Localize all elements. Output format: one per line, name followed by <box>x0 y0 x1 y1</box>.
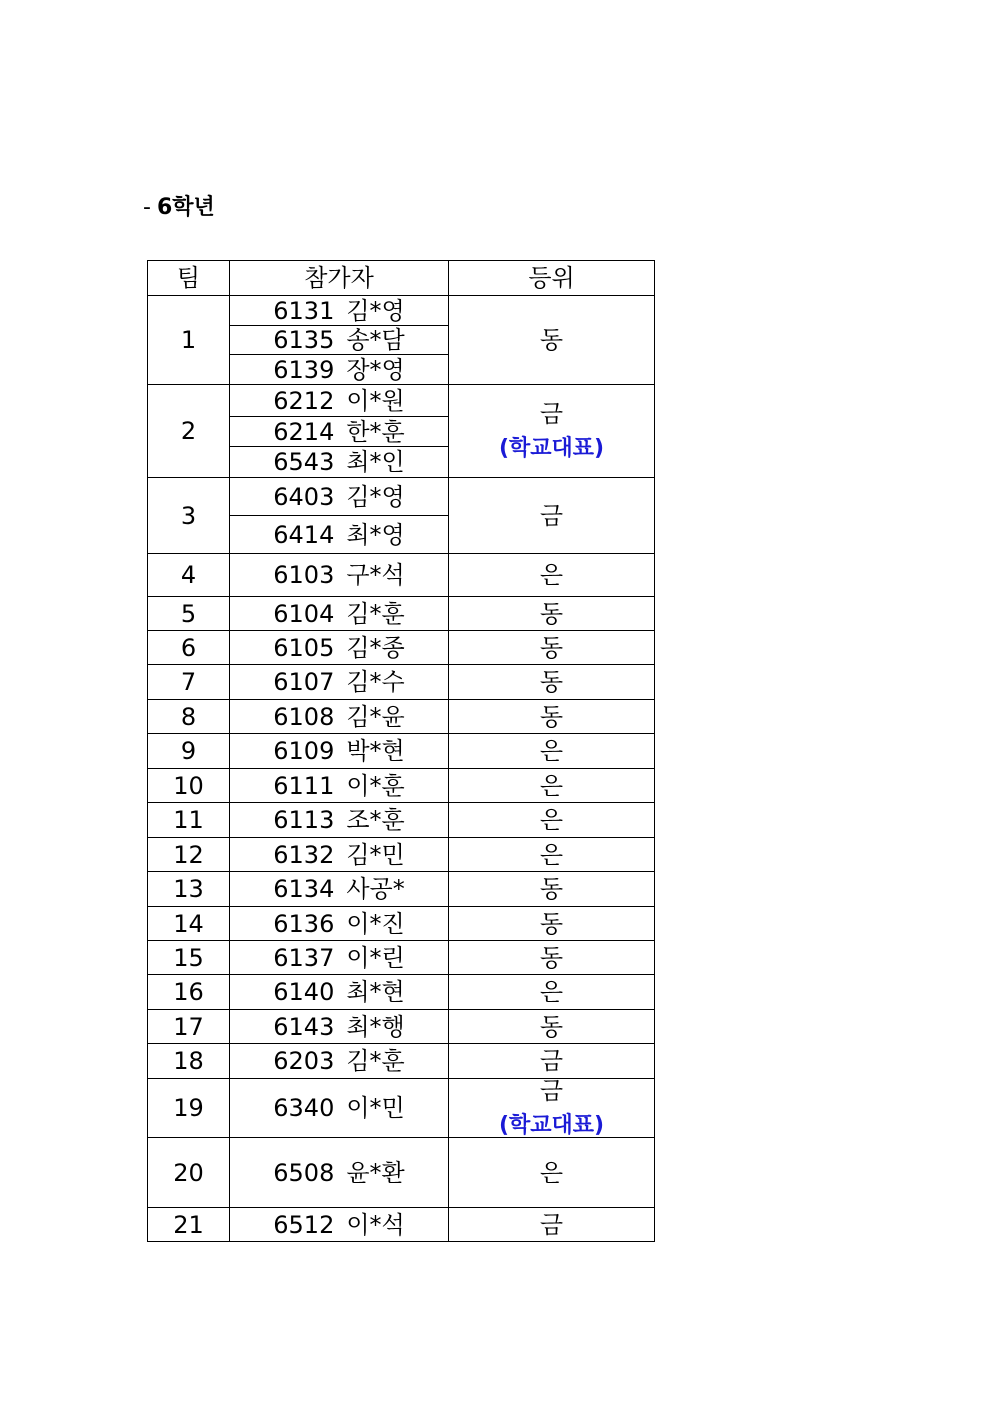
participant <box>273 417 405 446</box>
table-row <box>148 872 655 907</box>
rank-value: 금 <box>539 400 564 428</box>
participant-cell <box>230 838 449 872</box>
rank-value: 동 <box>539 1012 564 1041</box>
participant-id: 6140 <box>273 978 335 1006</box>
participant-name: 김*영 <box>346 482 405 511</box>
header-rank: 등위 <box>449 261 655 296</box>
table-row <box>148 665 655 700</box>
participant-id: 6137 <box>273 943 335 972</box>
table-row <box>148 1079 655 1138</box>
table-row <box>148 631 655 665</box>
participant <box>273 909 405 938</box>
rank-cell <box>449 769 655 803</box>
team-cell: 6 <box>148 631 230 665</box>
table-row <box>148 975 655 1010</box>
participant-id: 6414 <box>273 520 335 549</box>
participant-cell <box>230 355 449 385</box>
participant-id: 6340 <box>273 1094 335 1122</box>
participant-id: 6104 <box>273 599 335 628</box>
participant <box>273 355 405 384</box>
participant <box>273 482 405 511</box>
rank-cell <box>449 1044 655 1079</box>
participant-cell <box>230 597 449 631</box>
participant-id: 6403 <box>273 482 335 511</box>
participant <box>273 1210 405 1239</box>
participant-name: 김*종 <box>346 633 405 662</box>
participant-cell <box>230 1044 449 1079</box>
rank-cell <box>449 872 655 907</box>
table-row <box>148 385 655 417</box>
participant-id: 6103 <box>273 561 335 589</box>
participant <box>273 599 405 628</box>
participant <box>273 563 404 587</box>
participant-id: 6109 <box>273 737 335 765</box>
rank-cell <box>449 385 655 478</box>
participant-name: 윤*환 <box>346 1158 405 1187</box>
participant-name: 최*영 <box>346 520 405 549</box>
participant-name: 박*현 <box>346 737 405 765</box>
participant <box>273 1012 405 1041</box>
participant <box>273 386 405 415</box>
participant-id: 6508 <box>273 1158 335 1187</box>
participant <box>273 840 405 869</box>
rank-cell <box>449 803 655 838</box>
participant <box>273 877 404 901</box>
participant-cell <box>230 1208 449 1242</box>
participant-cell <box>230 417 449 447</box>
participant-name: 이*원 <box>346 386 405 415</box>
participant-name: 이*린 <box>346 943 405 972</box>
participant-id: 6203 <box>273 1047 335 1075</box>
rank-cell <box>449 296 655 385</box>
participant <box>273 980 404 1004</box>
school-rep-note: (학교대표) <box>498 1113 605 1138</box>
participant-name: 이*민 <box>346 1094 405 1122</box>
table-row <box>148 1208 655 1242</box>
participant-name: 김*윤 <box>346 702 405 731</box>
participant-name: 김*훈 <box>346 1047 405 1075</box>
header-team: 팀 <box>148 261 230 296</box>
rank-value: 은 <box>539 771 564 800</box>
participant-id: 6543 <box>273 448 335 476</box>
team-cell: 16 <box>148 975 230 1010</box>
participant-name: 장*영 <box>346 355 405 384</box>
team-cell: 9 <box>148 734 230 769</box>
participant-name: 김*훈 <box>346 599 405 628</box>
table-row <box>148 700 655 734</box>
participant-id: 6214 <box>273 417 335 446</box>
participant-cell <box>230 907 449 941</box>
participant-name: 이*훈 <box>346 771 405 800</box>
rank-value: 동 <box>539 909 564 938</box>
rank-cell <box>449 1138 655 1208</box>
rank-value: 금 <box>539 1078 564 1105</box>
header-participant: 참가자 <box>230 261 449 296</box>
rank-cell <box>449 1010 655 1044</box>
table-row <box>148 478 655 516</box>
participant-cell <box>230 665 449 700</box>
table-row <box>148 907 655 941</box>
participant <box>273 1096 404 1120</box>
participant <box>273 808 404 832</box>
participant <box>273 739 404 763</box>
school-rep-note: (학교대표) <box>498 436 605 461</box>
participant-id: 6134 <box>273 875 335 903</box>
participant-cell <box>230 1010 449 1044</box>
participant-cell <box>230 941 449 975</box>
rank-value: 동 <box>539 943 564 972</box>
rank-cell <box>449 631 655 665</box>
participant-cell <box>230 385 449 417</box>
table-row <box>148 803 655 838</box>
participant-id: 6105 <box>273 633 335 662</box>
participant <box>273 520 405 549</box>
participant-cell <box>230 734 449 769</box>
rank-cell <box>449 838 655 872</box>
team-cell: 1 <box>148 296 230 385</box>
team-cell: 11 <box>148 803 230 838</box>
team-cell: 8 <box>148 700 230 734</box>
participant-id: 6136 <box>273 909 335 938</box>
participant-name: 최*행 <box>346 1012 405 1041</box>
participant-cell <box>230 516 449 554</box>
team-cell: 17 <box>148 1010 230 1044</box>
rank-value: 동 <box>539 875 564 903</box>
participant-id: 6512 <box>273 1210 335 1239</box>
participant <box>273 450 404 474</box>
team-cell: 13 <box>148 872 230 907</box>
rank-cell <box>449 975 655 1010</box>
team-cell: 18 <box>148 1044 230 1079</box>
team-cell: 12 <box>148 838 230 872</box>
table-row <box>148 554 655 597</box>
table-row <box>148 1138 655 1208</box>
rank-value: 동 <box>539 668 564 696</box>
participant-cell <box>230 975 449 1010</box>
participant-id: 6113 <box>273 806 335 834</box>
rank-value: 은 <box>539 978 564 1006</box>
table-row <box>148 1044 655 1079</box>
team-cell: 21 <box>148 1208 230 1242</box>
participant-name: 조*훈 <box>346 806 405 834</box>
team-cell: 5 <box>148 597 230 631</box>
table-row <box>148 941 655 975</box>
rank-cell <box>449 1079 655 1138</box>
team-cell: 14 <box>148 907 230 941</box>
participant-cell <box>230 769 449 803</box>
participant-name: 한*훈 <box>346 417 405 446</box>
results-table <box>147 260 655 1242</box>
participant-name: 송*담 <box>346 326 405 354</box>
team-cell: 10 <box>148 769 230 803</box>
participant-cell <box>230 872 449 907</box>
participant-cell <box>230 554 449 597</box>
rank-cell <box>449 554 655 597</box>
rank-value: 동 <box>539 326 564 354</box>
rank-value: 은 <box>539 737 564 765</box>
participant <box>273 1158 405 1187</box>
participant-name: 사공* <box>346 875 405 903</box>
heading-grade: 6학년 <box>156 195 215 220</box>
participant-cell <box>230 447 449 478</box>
team-cell: 7 <box>148 665 230 700</box>
rank-value: 동 <box>539 702 564 731</box>
team-cell: 19 <box>148 1079 230 1138</box>
participant-name: 김*민 <box>346 840 405 869</box>
rank-cell <box>449 1208 655 1242</box>
results-body <box>148 296 655 1242</box>
team-cell: 15 <box>148 941 230 975</box>
rank-value: 동 <box>539 599 564 628</box>
participant-id: 6135 <box>273 326 335 354</box>
participant-cell <box>230 1079 449 1138</box>
rank-cell <box>449 734 655 769</box>
participant <box>273 771 405 800</box>
participant-id: 6131 <box>273 296 335 325</box>
participant <box>273 670 404 694</box>
rank-value: 동 <box>539 633 564 662</box>
participant <box>273 296 405 325</box>
participant-cell <box>230 326 449 355</box>
table-row <box>148 1010 655 1044</box>
participant-name: 최*인 <box>346 448 405 476</box>
participant-id: 6143 <box>273 1012 335 1041</box>
rank-cell <box>449 941 655 975</box>
participant <box>273 1049 404 1073</box>
header-row <box>148 261 655 296</box>
rank-value: 은 <box>539 806 564 834</box>
participant-cell <box>230 631 449 665</box>
table-row <box>148 734 655 769</box>
table-row <box>148 838 655 872</box>
participant <box>273 702 405 731</box>
team-cell: 2 <box>148 385 230 478</box>
rank-cell <box>449 907 655 941</box>
rank-cell <box>449 665 655 700</box>
rank-value: 은 <box>539 840 564 869</box>
participant-name: 이*진 <box>346 909 405 938</box>
participant <box>273 328 404 352</box>
team-cell: 3 <box>148 478 230 554</box>
participant-id: 6108 <box>273 702 335 731</box>
rank-value: 은 <box>539 1158 564 1187</box>
rank-cell <box>449 597 655 631</box>
participant-cell <box>230 1138 449 1208</box>
participant <box>273 943 405 972</box>
team-cell: 4 <box>148 554 230 597</box>
participant-id: 6107 <box>273 668 335 696</box>
participant <box>273 633 405 662</box>
rank-value: 금 <box>539 501 564 530</box>
table-row <box>148 296 655 326</box>
participant-name: 이*석 <box>346 1210 405 1239</box>
participant-name: 구*석 <box>346 561 405 589</box>
participant-id: 6212 <box>273 386 335 415</box>
rank-value: 금 <box>539 1047 564 1075</box>
table-row <box>148 769 655 803</box>
participant-name: 김*영 <box>346 296 405 325</box>
rank-cell <box>449 700 655 734</box>
section-heading <box>143 190 215 221</box>
participant-id: 6111 <box>273 771 335 800</box>
participant-cell <box>230 803 449 838</box>
participant-cell <box>230 700 449 734</box>
participant-name: 김*수 <box>346 668 405 696</box>
rank-value: 은 <box>539 561 564 589</box>
rank-cell <box>449 478 655 554</box>
heading-dash: - <box>143 195 151 220</box>
rank-value: 금 <box>539 1210 564 1239</box>
participant-name: 최*현 <box>346 978 405 1006</box>
participant-id: 6132 <box>273 840 335 869</box>
table-row <box>148 597 655 631</box>
team-cell: 20 <box>148 1138 230 1208</box>
participant-cell <box>230 478 449 516</box>
results-table-wrapper <box>147 260 654 1242</box>
participant-id: 6139 <box>273 355 335 384</box>
participant-cell <box>230 296 449 326</box>
